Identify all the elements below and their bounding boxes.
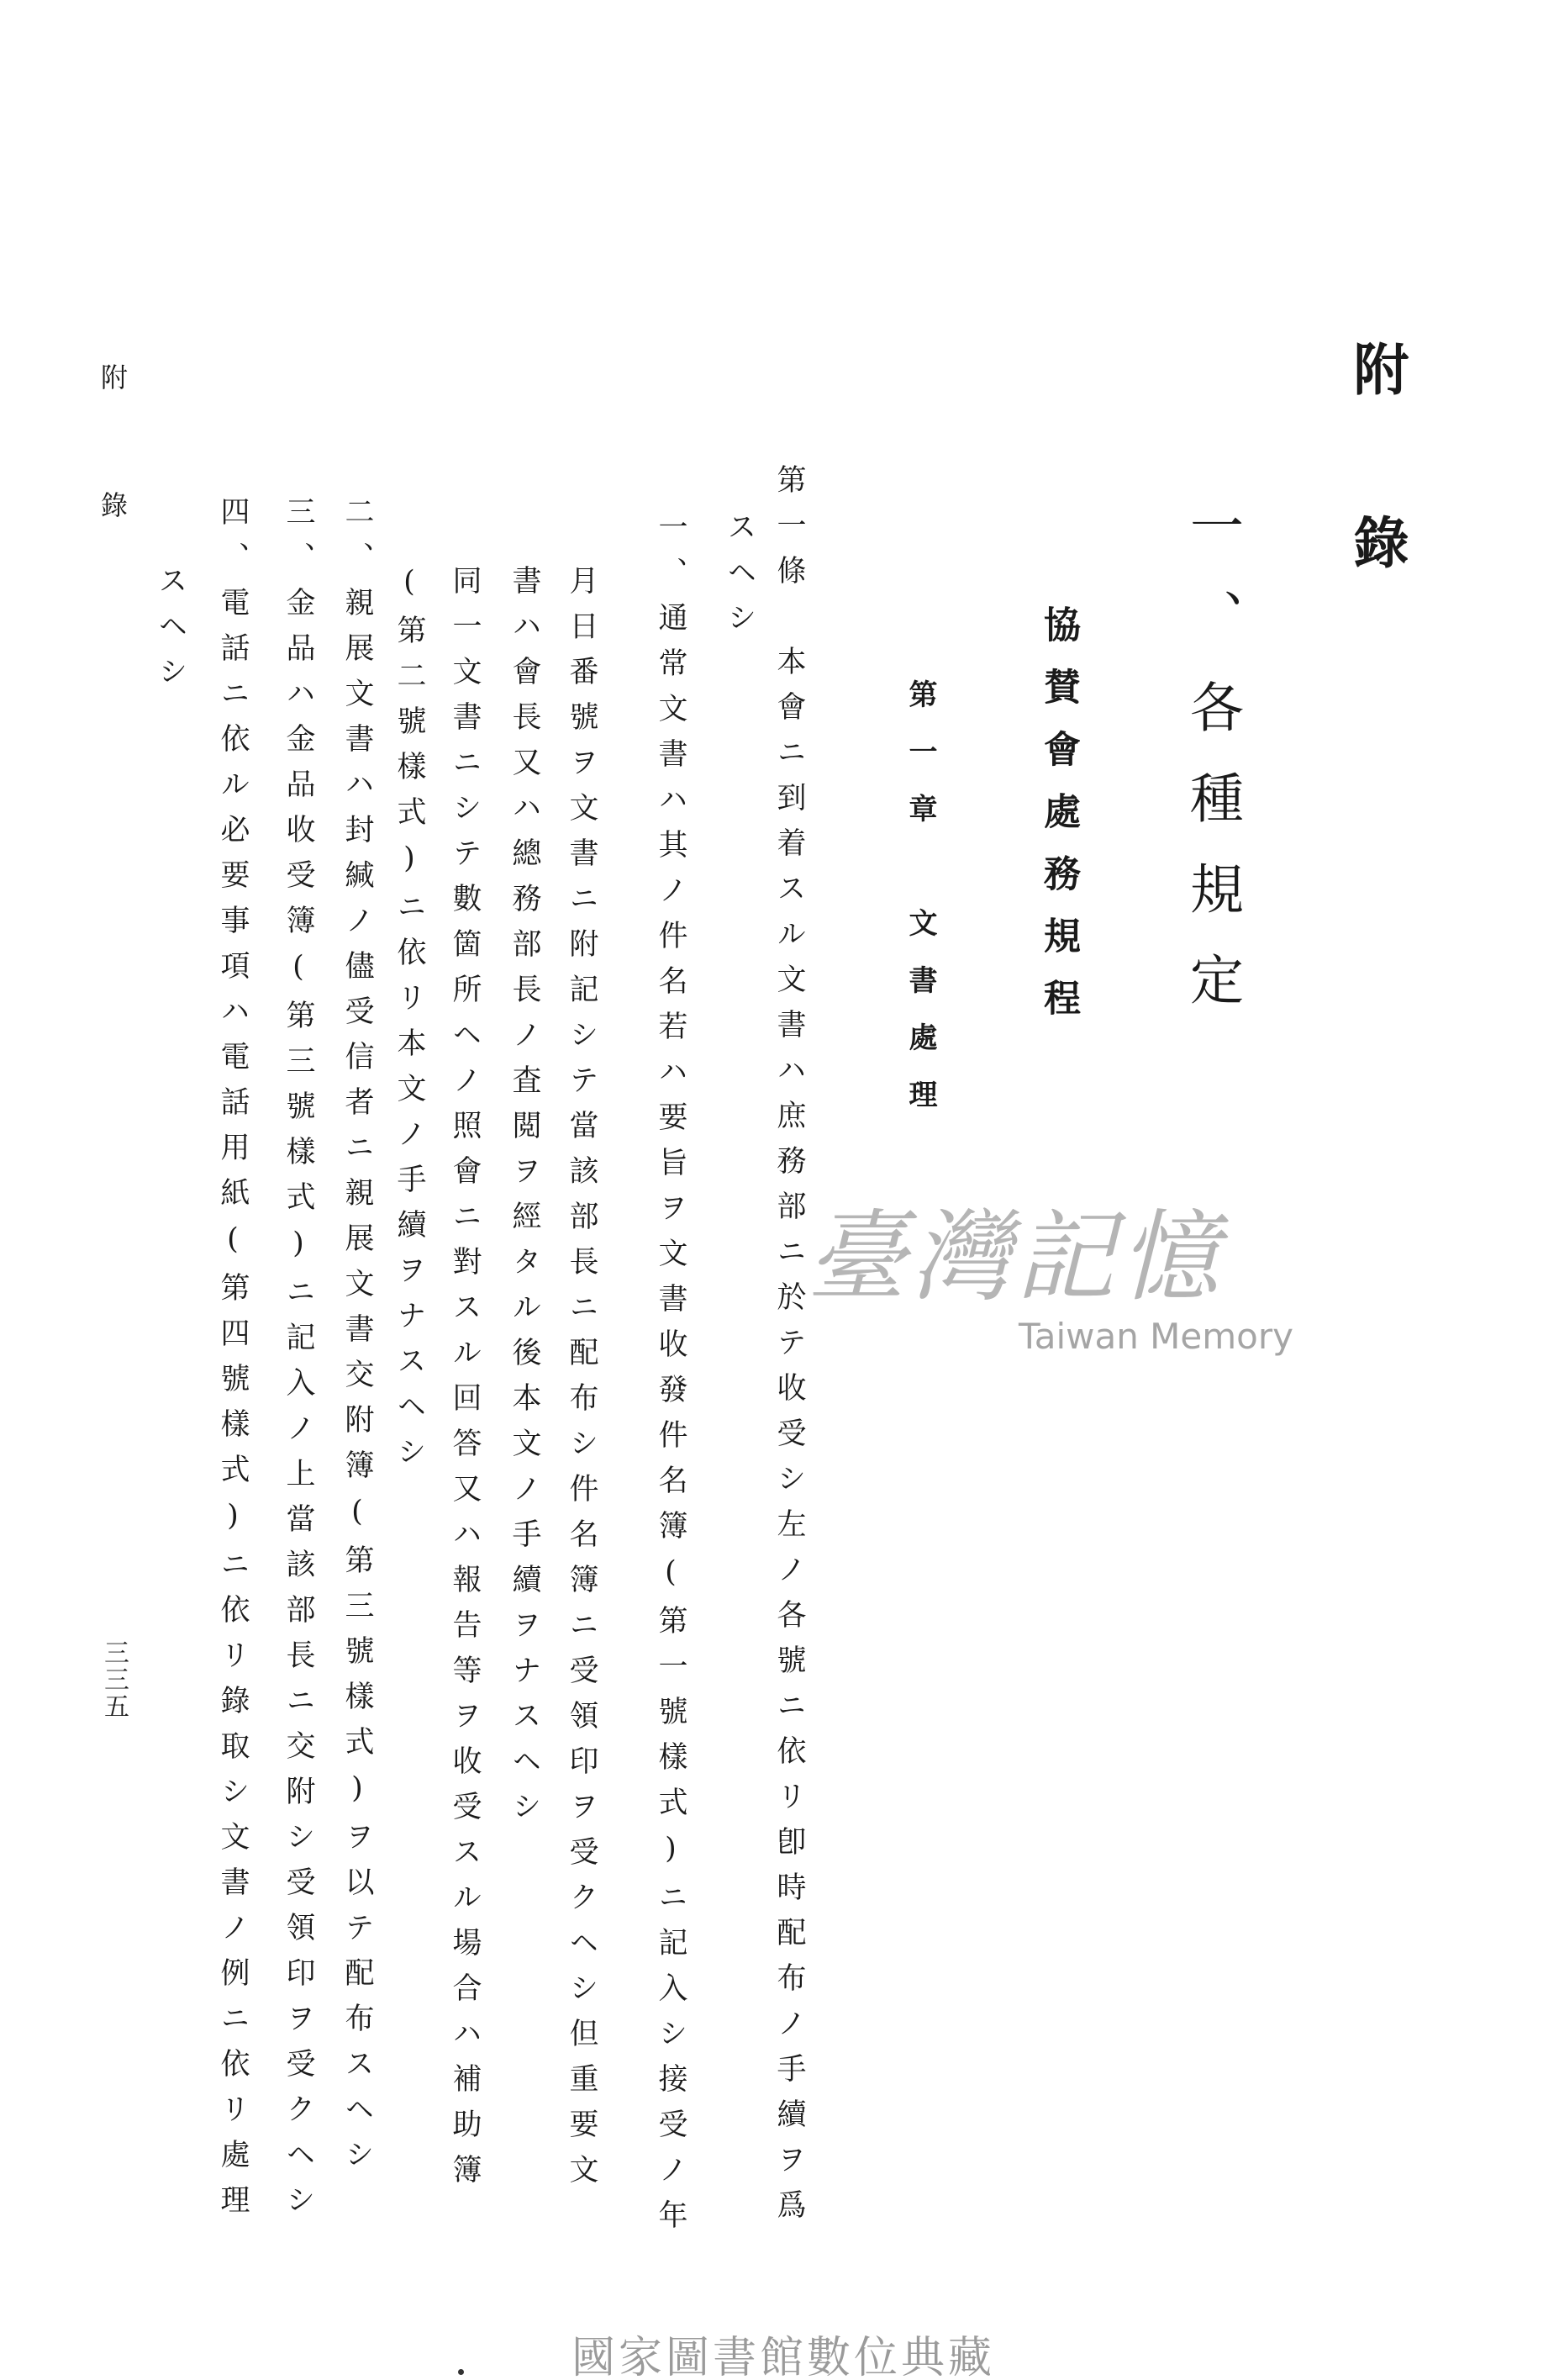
watermark-logo: 臺灣記憶	[807, 1199, 1225, 1315]
item-1-line-1: 一、通常文書ハ其ノ件名若ハ要旨ヲ文書收發件名簿(第一號樣式)ニ記入シ接受ノ年	[654, 511, 687, 2245]
watermark-logo-english: Taiwan Memory	[1019, 1316, 1293, 1357]
running-head: 附錄	[97, 363, 129, 619]
item-1-line-3: 書ハ會長又ハ總務部長ノ査閲ヲ經タル後本文ノ手續ヲナスヘシ	[508, 565, 541, 1836]
item-1-line-5: (第二號樣式)ニ依リ本文ノ手續ヲナスヘシ	[392, 565, 426, 1481]
page-number: 三三五	[99, 1639, 129, 1720]
article-1-line-1: 第一條 本會ニ到着スル文書ハ庶務部ニ於テ收受シ左ノ各號ニ依リ卽時配布ノ手續ヲ爲	[772, 464, 806, 2235]
scan-speck	[458, 2369, 464, 2375]
item-1-line-4: 同一文書ニシテ數箇所ヘノ照會ニ對スル回答又ハ報告等ヲ收受スル場合ハ補助簿	[448, 565, 482, 2199]
footer-archive-label: 國家圖書館數位典藏	[571, 2333, 996, 2380]
article-1-line-2: スヘシ	[723, 511, 756, 647]
section-heading: 一、各種規定	[1181, 498, 1243, 1042]
page-title: 附錄	[1344, 340, 1409, 687]
item-3-line: 三、金品ハ金品收受簿(第三號樣式)ニ記入ノ上當該部長ニ交附シ受領印ヲ受クヘシ	[282, 496, 315, 2230]
item-2-line: 二、親展文書ハ封緘ノ儘受信者ニ親展文書交附簿(第三號樣式)ヲ以テ配布スヘシ	[340, 496, 374, 2184]
item-4-line-2: スヘシ	[154, 565, 187, 701]
chapter-heading: 第一章 文書處理	[903, 679, 937, 1137]
item-1-line-2: 月日番號ヲ文書ニ附記シテ當該部長ニ配布シ件名簿ニ受領印ヲ受クヘシ但重要文	[565, 565, 598, 2199]
rule-title: 協賛會處務規程	[1037, 605, 1080, 1041]
item-4-line-1: 四、電話ニ依ル必要事項ハ電話用紙(第四號樣式)ニ依リ錄取シ文書ノ例ニ依リ處理	[216, 496, 250, 2230]
